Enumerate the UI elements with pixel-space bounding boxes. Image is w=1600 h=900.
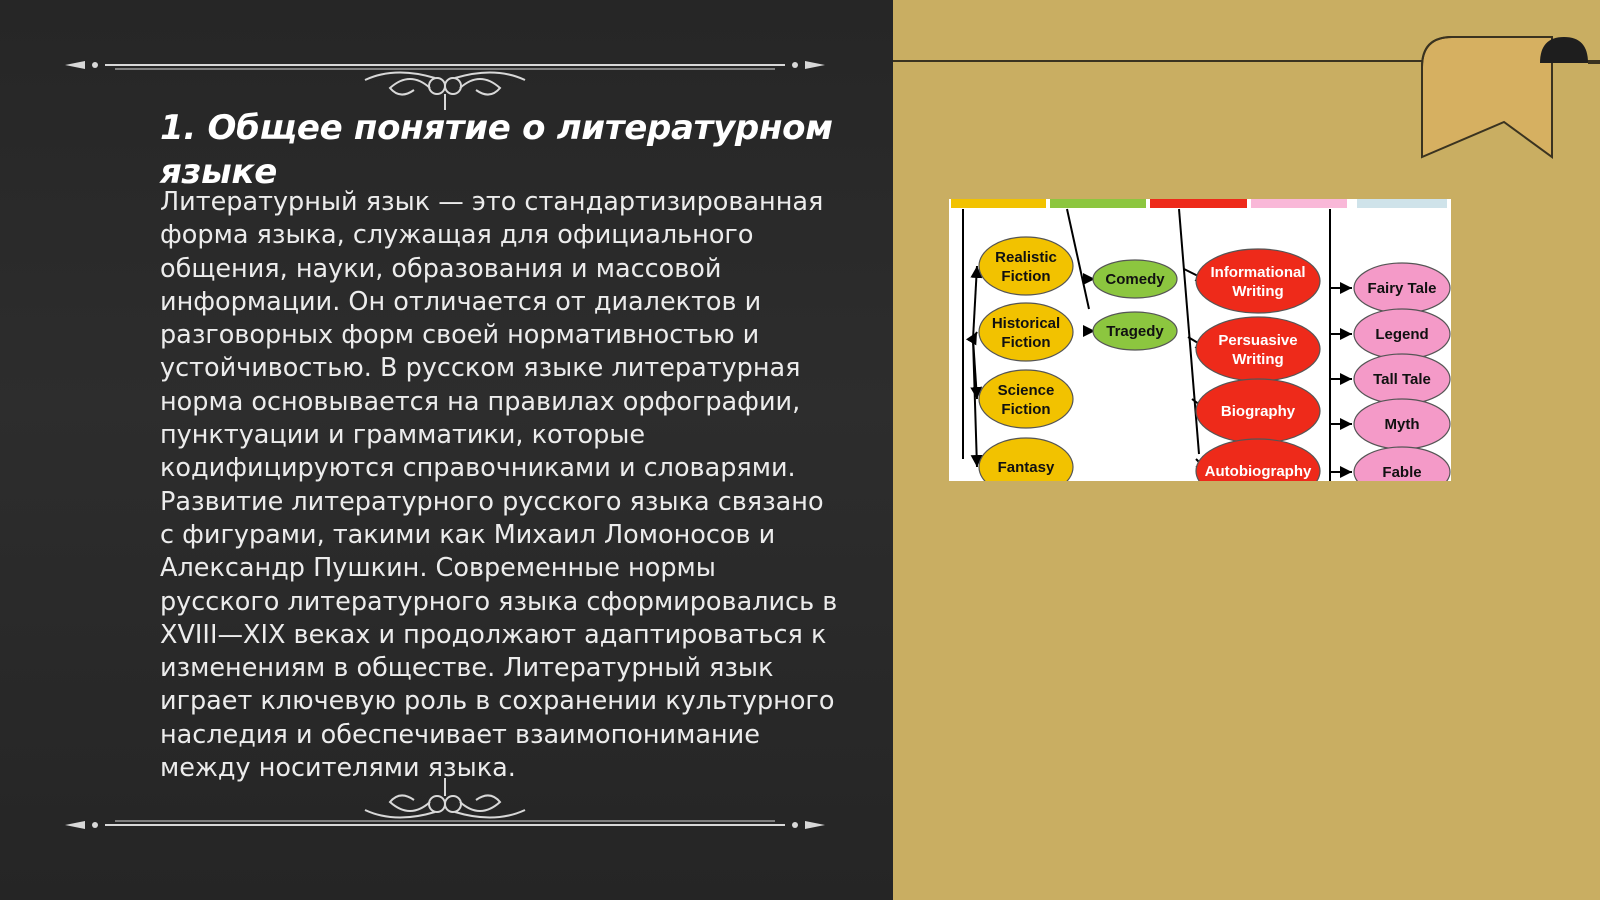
genre-node-label: Fable xyxy=(1382,464,1422,481)
bottom-ornament-divider xyxy=(65,770,825,840)
header-swatch xyxy=(1050,199,1146,208)
genre-node-label: Myth xyxy=(1384,416,1420,433)
genre-diagram xyxy=(949,199,1451,481)
header-swatch xyxy=(1150,199,1247,208)
genre-node xyxy=(979,370,1073,428)
genre-node-label: Informational Writing xyxy=(1210,264,1306,300)
genre-node-label: Realistic Fiction xyxy=(995,249,1057,285)
genre-node-label: Fairy Tale xyxy=(1367,280,1437,297)
slide-body-text: Литературный язык — это стандартизированная форма языка, служащая для официального общения, науки, образования и массовой информации. Он отличается от диалектов и разговорных форм своей нормативностью и устойчивостью. В русском языке литературная норма основывается на правилах орфографии, пунктуации и грамматики, которые кодифицируются справочниками и словарями. Развитие литературного русского языка связано с фигурами, такими как Михаил Ломоносов и Александр Пушкин. Современные нормы русского литературного языка сформировались в XVIII—XIX веках и продолжают адаптироваться к изменениям в обществе. Литературный язык играет ключевую роль в сохранении культурного наследия и обеспечивает взаимопонимание между носителями языка. xyxy=(160,187,838,784)
genre-node-label: Tall Tale xyxy=(1373,371,1431,388)
genre-chart-image xyxy=(949,199,1451,481)
slide-title: 1. Общее понятие о литературном языке xyxy=(160,108,833,192)
trunk-line xyxy=(1179,209,1199,454)
genre-node-label: Tragedy xyxy=(1106,323,1164,340)
genre-node-label: Comedy xyxy=(1105,271,1165,288)
genre-node xyxy=(979,303,1073,361)
genre-node-label: Science Fiction xyxy=(997,382,1055,418)
header-swatch xyxy=(951,199,1046,208)
genre-node xyxy=(979,237,1073,295)
genre-node-label: Historical Fiction xyxy=(991,315,1061,351)
genre-node-label: Fantasy xyxy=(997,459,1055,476)
genre-node xyxy=(1196,317,1320,381)
connector-arrow xyxy=(973,266,977,339)
bookmark-ribbon-icon xyxy=(1420,35,1600,200)
header-swatch xyxy=(1357,199,1447,208)
genre-node-label: Biography xyxy=(1220,403,1296,420)
genre-node-label: Legend xyxy=(1375,326,1429,343)
genre-node-label: Autobiography xyxy=(1204,463,1312,480)
genre-node xyxy=(1196,249,1320,313)
image-panel xyxy=(893,0,1600,900)
genre-node-label: Persuasive Writing xyxy=(1218,332,1298,368)
header-swatch xyxy=(1251,199,1347,208)
